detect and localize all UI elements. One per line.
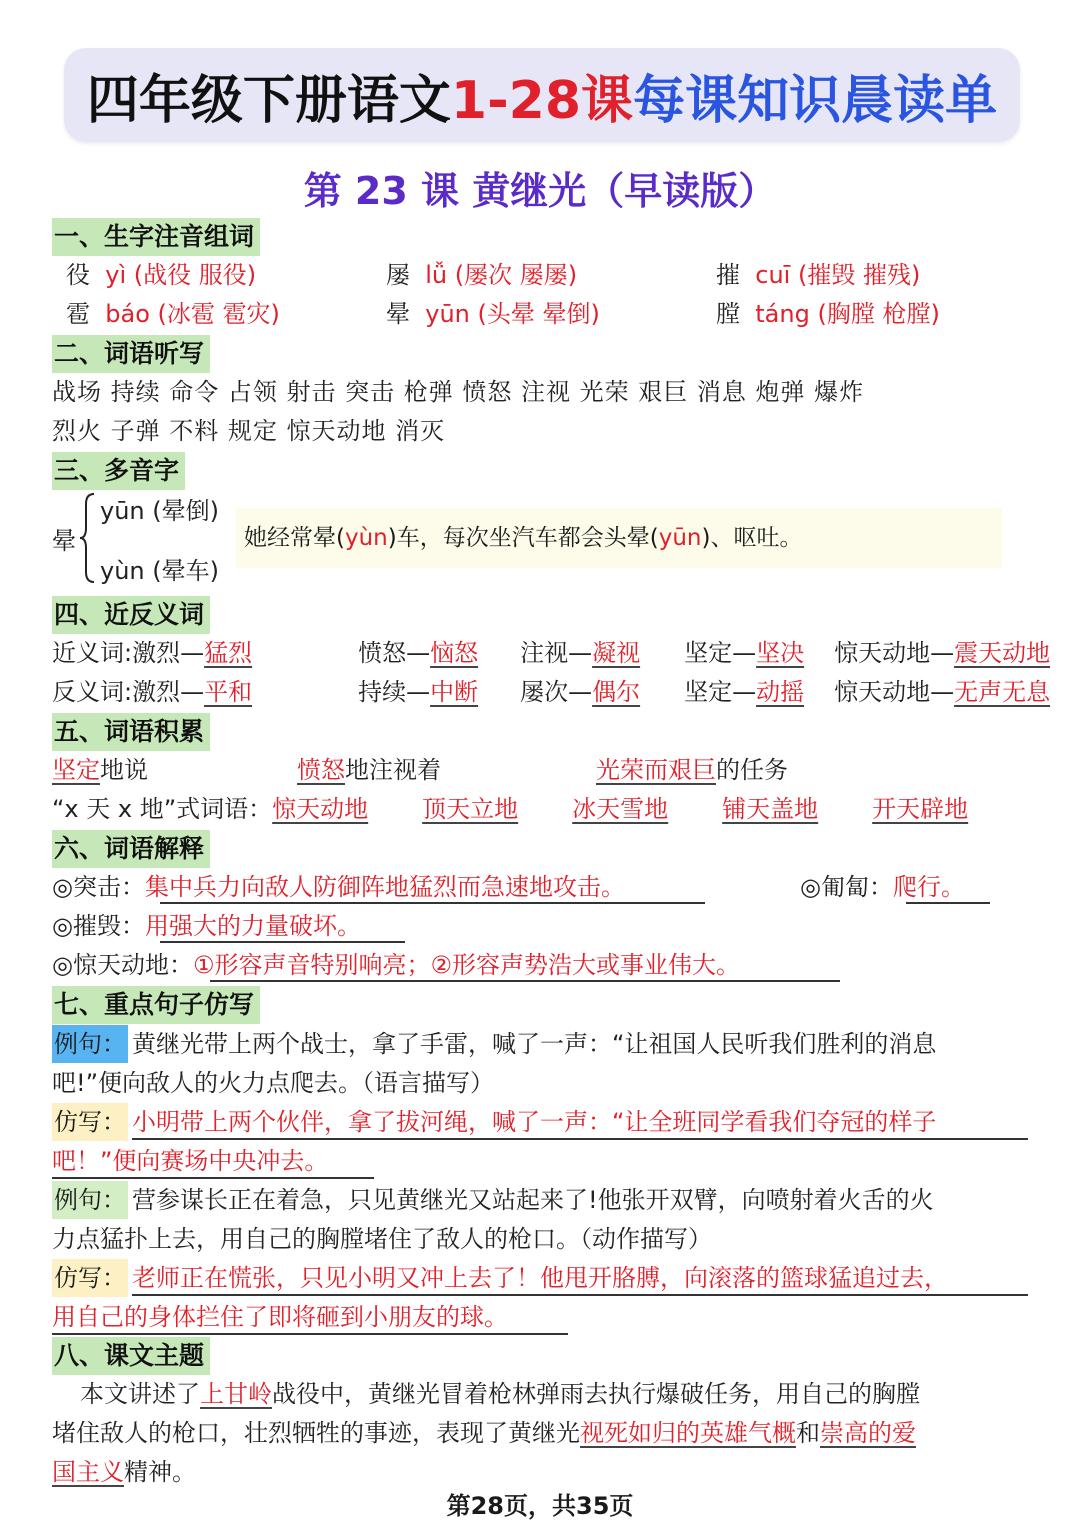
char-entry: 雹 báo (冰雹 雹灾) (66, 300, 280, 328)
imitation-label: 仿写： (52, 1259, 128, 1297)
example-sentence: 营参谋长正在着急，只见黄继光又站起来了!他张开双臂，向喷射着火舌的火 (132, 1186, 934, 1214)
section-heading-3: 三、多音字 (52, 452, 185, 490)
phrase-accumulation: 光荣而艰巨的任务 (596, 756, 788, 784)
brace-icon (78, 492, 96, 584)
example-label: 例句： (52, 1025, 128, 1063)
polyphone-reading: yūn (晕倒) (100, 497, 219, 525)
antonym-row: 反义词:激烈—平和 持续—中断 屡次—偶尔 坚定—动摇 惊天动地—无声无息 (52, 678, 1051, 706)
section-heading-2: 二、词语听写 (52, 335, 210, 373)
imitation-sentence: 用自己的身体拦住了即将砸到小朋友的球。 (52, 1303, 508, 1331)
char-entry: 膛 táng (胸膛 枪膛) (716, 300, 940, 328)
imitation-sentence: 吧！”便向赛场中央冲去。 (52, 1147, 329, 1175)
page-banner (64, 48, 1020, 142)
dictation-line: 战场 持续 命令 占领 射击 突击 枪弹 愤怒 注视 光荣 艰巨 消息 炮弹 爆炸 (52, 378, 865, 406)
synonym-row: 近义词:激烈—猛烈 愤怒—恼怒 注视—凝视 坚定—坚决 惊天动地—震天动地 (52, 639, 1051, 667)
answer-underline (210, 980, 840, 982)
theme-paragraph-line: 本文讲述了上甘岭战役中，黄继光冒着枪林弹雨去执行爆破任务，用自己的胸膛 (80, 1380, 920, 1408)
section-heading-8: 八、课文主题 (52, 1337, 210, 1375)
banner-title-part1: 四年级下册语文 (86, 70, 451, 131)
example-label: 例句： (52, 1181, 128, 1219)
char-entry: 屡 lǚ (屡次 屡屡) (386, 261, 578, 289)
imitation-label: 仿写： (52, 1103, 128, 1141)
example-sentence: 力点猛扑上去，用自己的胸膛堵住了敌人的枪口。（动作描写） (52, 1225, 712, 1253)
section-heading-7: 七、重点句子仿写 (52, 986, 260, 1024)
answer-underline (52, 1177, 374, 1179)
answer-underline (906, 902, 990, 904)
word-explanation: ◎突击：集中兵力向敌人防御阵地猛烈而急速地攻击。 (52, 873, 625, 901)
answer-underline (160, 902, 705, 904)
imitation-sentence: 老师正在慌张，只见小明又冲上去了！他甩开胳膊，向滚落的篮球猛追过去， (132, 1264, 948, 1292)
char-entry: 晕 yūn (头晕 晕倒) (386, 300, 600, 328)
polyphone-reading: yùn (晕车) (100, 557, 219, 585)
phrase-accumulation: 坚定地说 (52, 756, 148, 784)
theme-paragraph-line: 国主义精神。 (52, 1458, 196, 1486)
char-entry: 役 yì (战役 服役) (66, 261, 257, 289)
word-explanation: ◎摧毁：用强大的力量破坏。 (52, 912, 361, 940)
answer-underline (132, 1294, 1028, 1296)
word-explanation: ◎惊天动地：①形容声音特别响亮；②形容声势浩大或事业伟大。 (52, 951, 740, 979)
banner-title-part2: 1-28课 (450, 70, 634, 131)
answer-underline (160, 941, 405, 943)
polyphone-sentence: 她经常晕(yùn)车，每次坐汽车都会头晕(yūn)、呕吐。 (236, 508, 1002, 568)
dictation-line: 烈火 子弹 不料 规定 惊天动地 消灭 (52, 417, 446, 445)
polyphone-char: 晕 (52, 527, 76, 555)
section-heading-1: 一、生字注音组词 (52, 218, 260, 256)
section-heading-4: 四、近反义词 (52, 596, 210, 634)
word-explanation: ◎匍匐：爬行。 (800, 873, 965, 901)
example-sentence: 黄继光带上两个战士，拿了手雷，喊了一声：“让祖国人民听我们胜利的消息 (132, 1030, 937, 1058)
section-heading-5: 五、词语积累 (52, 713, 210, 751)
theme-paragraph-line: 堵住敌人的枪口，壮烈牺牲的事迹，表现了黄继光视死如归的英雄气概和崇高的爱 (52, 1419, 916, 1447)
answer-underline (52, 1333, 568, 1335)
xtian-xdi-row: “x 天 x 地”式词语：惊天动地 顶天立地 冰天雪地 铺天盖地 开天辟地 (52, 795, 969, 823)
imitation-sentence: 小明带上两个伙伴，拿了拔河绳，喊了一声：“让全班同学看我们夺冠的样子 (132, 1108, 937, 1136)
banner-title-part3: 每课知识晨读单 (633, 70, 998, 131)
example-sentence: 吧!”便向敌人的火力点爬去。（语言描写） (52, 1069, 495, 1097)
lesson-title: 第 23 课 黄继光（早读版） (303, 169, 777, 213)
phrase-accumulation: 愤怒地注视着 (297, 756, 441, 784)
page-number: 第28页，共35页 (446, 1492, 634, 1520)
section-heading-6: 六、词语解释 (52, 830, 210, 868)
char-entry: 摧 cuī (摧毁 摧残) (716, 261, 921, 289)
answer-underline (132, 1138, 1028, 1140)
